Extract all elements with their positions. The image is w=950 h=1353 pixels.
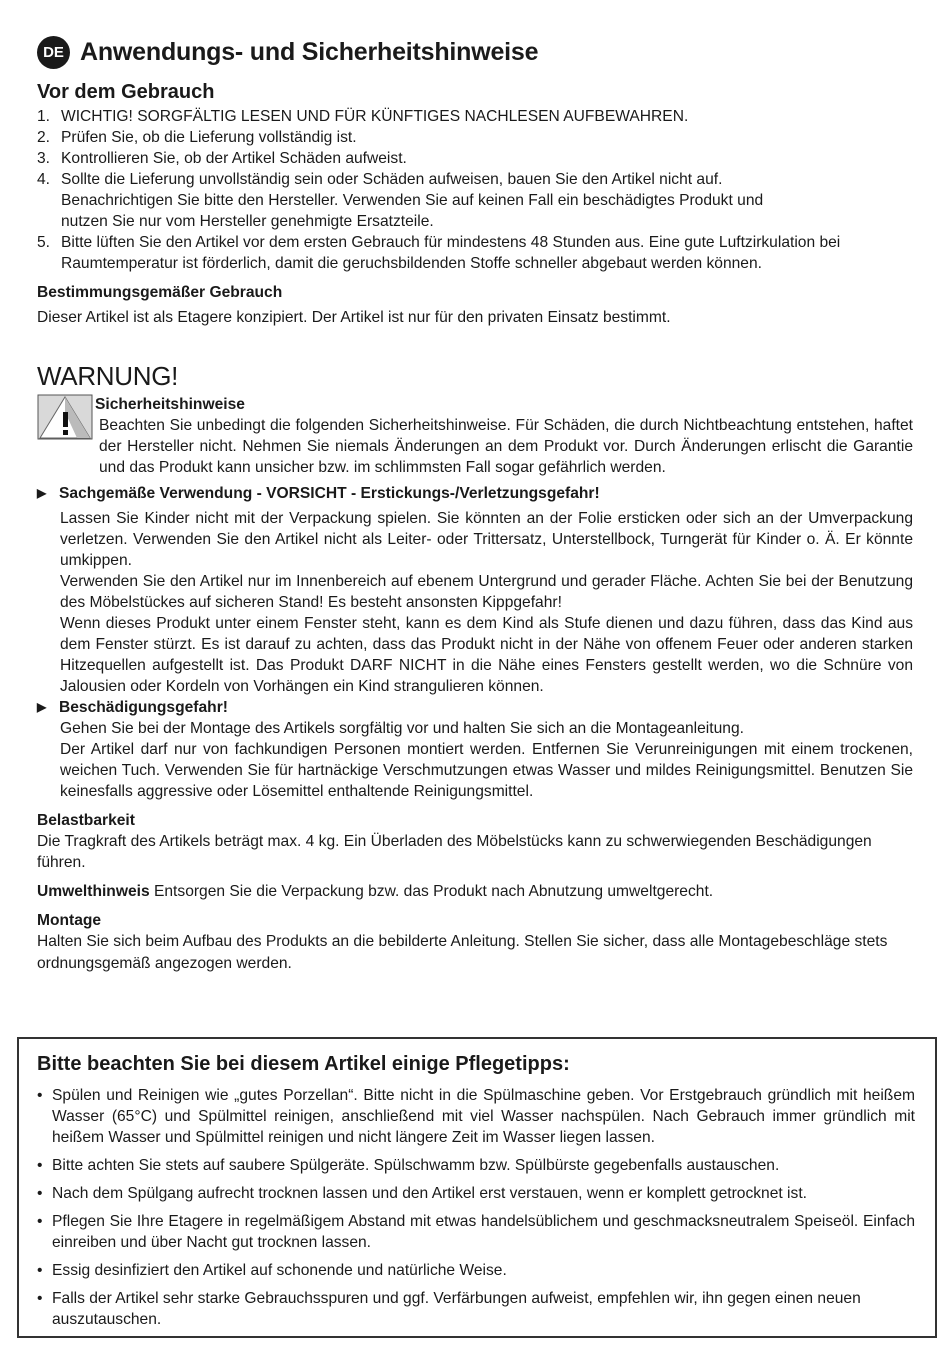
environment-note <box>37 881 913 902</box>
title-row <box>37 36 913 68</box>
proper-use-heading: ▶ Sachgemäße Verwendung - VORSICHT - Erstickungs-/Verletzungsgefahr! <box>37 485 600 502</box>
warning-title: WARNUNG! <box>37 361 179 391</box>
environment-text: Entsorgen Sie die Verpackung bzw. das Produkt nach Abnutzung umweltgerecht. <box>149 883 714 900</box>
proper-use-paragraph: Wenn dieses Produkt unter einem Fenster steht, kann es dem Kind als Stufe dienen und dazu führen, dass das Kind aus dem Fenster stürzt. Es ist darauf zu achten, dass das Produkt nicht in der Nähe von offenem Feuer oder anderen starken Hitzequellen aufgestellt ist. Das Produkt DARF NICHT in die Nähe eines Fensters gestellt werden, wo die Schnüre von Jalousien oder Kordeln von Vorhängen ein Kind strangulieren können. <box>60 615 913 695</box>
list-item: • Nach dem Spülgang aufrecht trocknen lassen und den Artikel erst verstauen, wenn er komplett getrocknet ist. <box>37 1185 807 1202</box>
care-tips-title: Bitte beachten Sie bei diesem Artikel einige Pflegetipps: <box>37 1053 570 1075</box>
list-item: 2. Prüfen Sie, ob die Lieferung vollständig ist. <box>37 129 357 146</box>
assembly-text: Halten Sie sich beim Aufbau des Produkts an die bebilderte Anleitung. Stellen Sie sicher, dass alle Montagebeschläge stets ordnungsgemäß angezogen werden. <box>37 933 888 972</box>
safety-block <box>37 394 913 478</box>
list-item: 1. WICHTIG! SORGFÄLTIG LESEN UND FÜR KÜNFTIGES NACHLESEN AUFBEWAHREN. <box>37 108 689 125</box>
warning-triangle-icon <box>37 394 93 440</box>
proper-use-paragraph: Lassen Sie Kinder nicht mit der Verpackung spielen. Sie könnten an der Folie ersticken oder sich an der Umverpackung verletzen. Verwenden Sie den Artikel nicht als Leiter- oder Trittersatz, Unterstellbock, Turngerät für Kinder o. Ä. Er könnte umkippen. <box>60 510 913 569</box>
intended-use-heading: Bestimmungsgemäßer Gebrauch <box>37 284 283 301</box>
list-item: 4. Sollte die Lieferung unvollständig sein oder Schäden aufweisen, bauen Sie den Artikel nicht auf. Benachrichtigen Sie bitte den Hersteller. Verwenden Sie auf keinen Fall ein beschädigtes Produkt und nutzen Sie nur vom Hersteller genehmigte Ersatzteile. <box>37 171 764 230</box>
safety-heading: Sicherheitshinweise <box>95 396 245 413</box>
proper-use-paragraph: Verwenden Sie den Artikel nur im Innenbereich auf ebenem Untergrund und gerader Fläche. Achten Sie bei der Benutzung des Möbelstückes auf sicheren Stand! Es besteht ansonsten Kippgefahr! <box>60 573 913 611</box>
list-item: • Essig desinfiziert den Artikel auf schonende und natürliche Weise. <box>37 1262 507 1279</box>
list-item: • Bitte achten Sie stets auf saubere Spülgeräte. Spülschwamm bzw. Spülbürste gegebenfalls austauschen. <box>37 1157 780 1174</box>
list-item: 3. Kontrollieren Sie, ob der Artikel Schäden aufweist. <box>37 150 407 167</box>
damage-paragraph: Der Artikel darf nur von fachkundigen Personen montiert werden. Entfernen Sie Verunreinigungen mit einem trockenen, weichen Tuch. Verwenden Sie für hartnäckige Verschmutzungen etwas Wasser und mildes Reinigungsmittel. Benutzen Sie keinesfalls aggressive oder Lösemittel enthaltende Reinigungsmittel. <box>60 741 913 800</box>
intended-use-text: Dieser Artikel ist als Etagere konzipiert. Der Artikel ist nur für den privaten Einsatz bestimmt. <box>37 309 671 326</box>
damage-heading: ▶ Beschädigungsgefahr! <box>37 699 228 716</box>
damage-paragraph: Gehen Sie bei der Montage des Artikels sorgfältig vor und halten Sie sich an die Montageanleitung. <box>60 720 744 737</box>
list-item: • Pflegen Sie Ihre Etagere in regelmäßigem Abstand mit etwas handelsüblichem und geschmacksneutralem Speiseöl. Einfach einreiben und über Nacht gut trocknen lassen. <box>37 1213 915 1251</box>
list-item: • Spülen und Reinigen wie „gutes Porzellan“. Bitte nicht in die Spülmaschine geben. Vor Erstgebrauch gründlich mit heißem Wasser (65°C) und Spülmittel reinigen, anschließend mit viel Wasser nachspülen. Nach Gebrauch immer gründlich mit heißem Wasser und Spülmittel reinigen und nicht längere Zeit im Wasser liegen lassen. <box>37 1087 915 1146</box>
environment-label: Umwelthinweis <box>37 883 150 900</box>
load-heading: Belastbarkeit <box>37 812 135 829</box>
assembly-heading: Montage <box>37 912 102 929</box>
safety-text: Beachten Sie unbedingt die folgenden Sicherheitshinweise. Für Schäden, die durch Nichtbeachtung entstehen, haftet der Hersteller nicht. Nehmen Sie niemals Änderungen an dem Produkt vor. Durch Änderungen erlischt die Garantie und das Produkt kann unsicher bzw. im schlimmsten Fall sogar gefährlich werden. <box>99 417 913 476</box>
care-tips-box <box>17 1037 937 1338</box>
list-item: • Falls der Artikel sehr starke Gebrauchsspuren und ggf. Verfärbungen aufweist, empfehlen wir, ihn gegen einen neuen auszutauschen. <box>37 1290 861 1328</box>
page-title: Anwendungs- und Sicherheitshinweise <box>80 37 539 66</box>
list-item: 5. Bitte lüften Sie den Artikel vor dem ersten Gebrauch für mindestens 48 Stunden aus. Eine gute Luftzirkulation bei Raumtemperatur ist förderlich, damit die geruchsbildenden Stoffe schneller abgebaut werden können. <box>37 234 841 272</box>
before-use-heading: Vor dem Gebrauch <box>37 81 215 103</box>
language-badge: DE <box>37 36 70 69</box>
document-page <box>37 36 913 975</box>
arrow-right-icon: ▶ <box>37 486 47 500</box>
arrow-right-icon: ▶ <box>37 700 47 714</box>
load-text: Die Tragkraft des Artikels beträgt max. 4 kg. Ein Überladen des Möbelstücks kann zu schwerwiegenden Beschädigungen führen. <box>37 833 872 871</box>
